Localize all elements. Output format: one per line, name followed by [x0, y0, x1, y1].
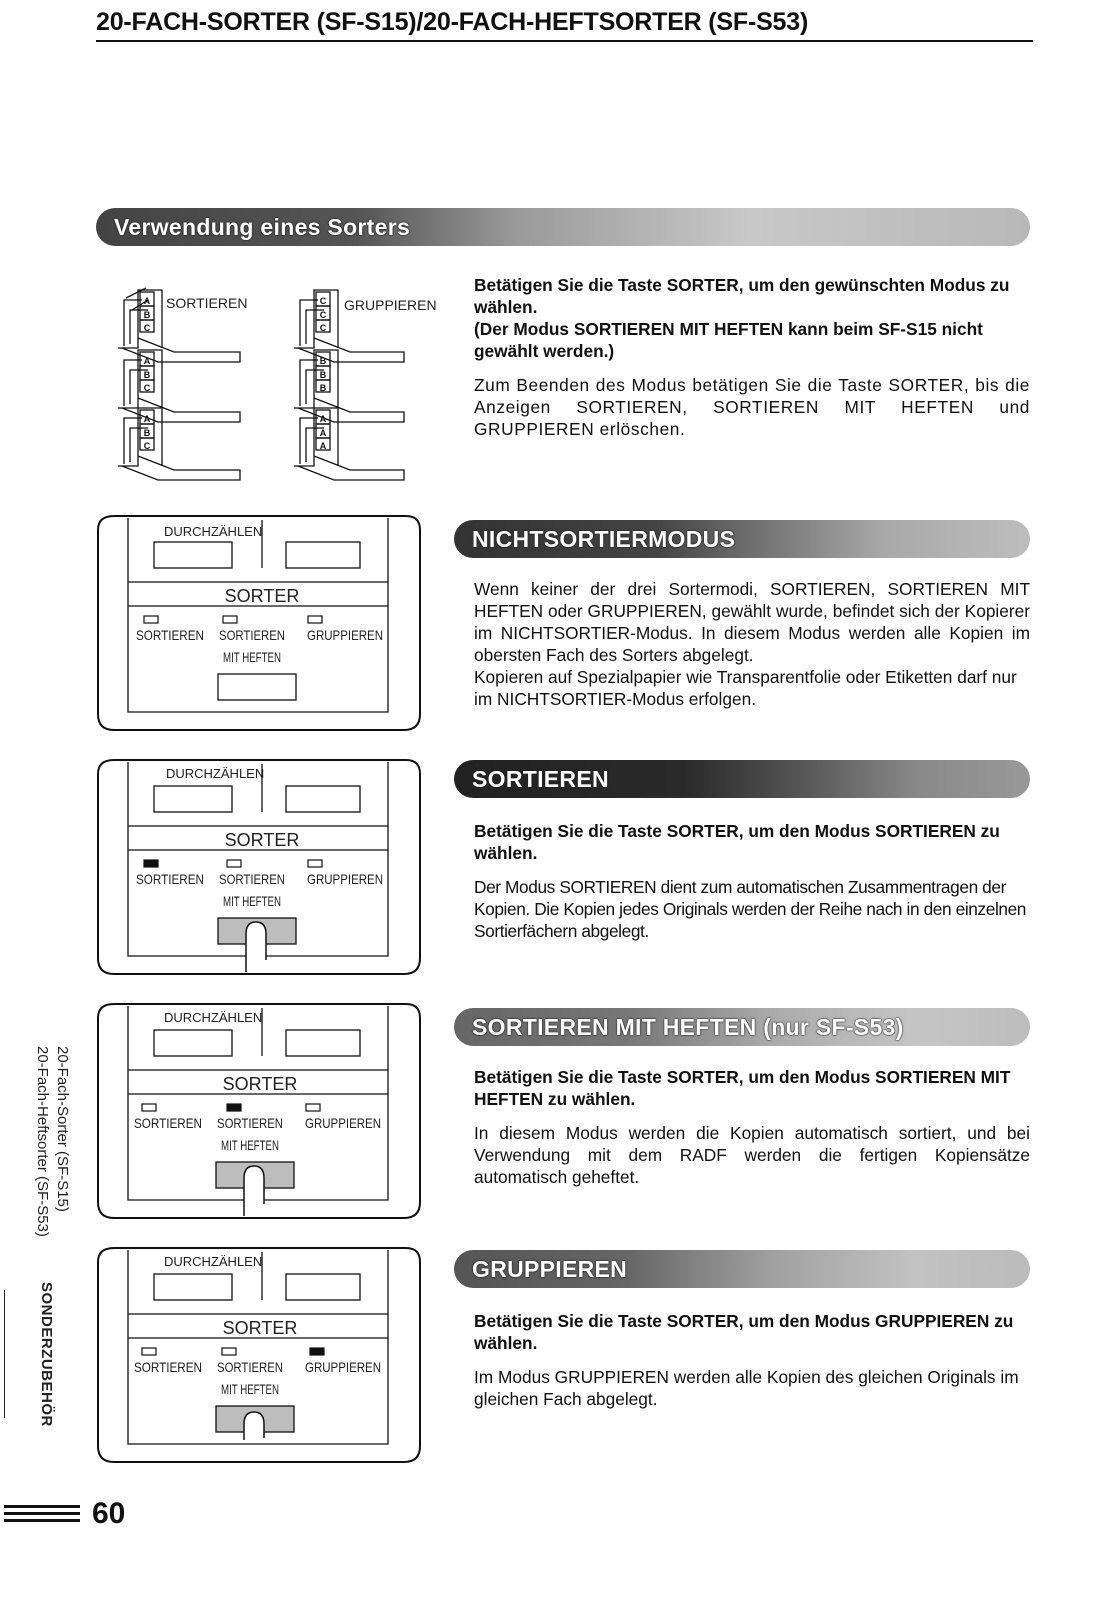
sort-mode-label: SORTIEREN [134, 1359, 202, 1375]
count-display-right [286, 1030, 360, 1056]
page-number-bars [4, 1505, 80, 1526]
tray-letter: C [143, 323, 151, 333]
sort-tray-stack-3 [118, 408, 240, 480]
group-indicator-off [308, 860, 322, 867]
count-display-right [286, 1274, 360, 1300]
staple-mode-label-1: SORTIEREN [217, 1115, 283, 1131]
staple-indicator-off [227, 860, 241, 867]
sort-indicator-on [144, 860, 158, 867]
tray-letter: A [143, 296, 151, 306]
sort-mode-label: SORTIEREN [136, 871, 204, 887]
section-banner-sort [454, 760, 1030, 798]
staple-indicator-off [222, 1348, 236, 1355]
group-instruction: Betätigen Sie die Taste SORTER, um den Modus GRUPPIEREN zu wählen. [474, 1311, 1014, 1353]
side-chapter-label: SONDERZUBEHÖR [38, 1282, 55, 1427]
staple-instruction: Betätigen Sie die Taste SORTER, um den Modus SORTIEREN MIT HEFTEN zu wählen. [474, 1067, 1011, 1109]
section-heading-use: Verwendung eines Sorters [114, 213, 411, 240]
tray-letter: B [143, 428, 151, 438]
tray-letter: A [143, 356, 151, 366]
group-indicator-off [306, 1104, 320, 1111]
sort-text [474, 820, 1030, 942]
sorter-label: SORTER [222, 1318, 298, 1338]
tray-letter: A [143, 414, 151, 424]
section-banner-group [454, 1250, 1030, 1288]
page-title: 20-FACH-SORTER (SF-S15)/20-FACH-HEFTSORTER (SF-S53) [96, 8, 1033, 42]
page-number: 60 [92, 1497, 126, 1530]
group-mode-label: GRUPPIEREN [305, 1359, 381, 1375]
tray-letter: B [319, 383, 327, 393]
sorter-label: SORTER [222, 1074, 298, 1094]
sort-instruction: Betätigen Sie die Taste SORTER, um den Modus SORTIEREN zu wählen. [474, 821, 1000, 863]
tray-letter: C [319, 323, 327, 333]
sorter-key[interactable] [218, 674, 296, 700]
staple-mode-label-2: MIT HEFTEN [221, 1381, 279, 1397]
side-chapter-title [32, 1046, 72, 1237]
section-heading-nonsort: NICHTSORTIERMODUS [472, 525, 736, 552]
sorter-label: SORTER [224, 830, 300, 850]
tray-letter: B [143, 370, 151, 380]
section-banner-use [96, 208, 1030, 246]
count-label: DURCHZÄHLEN [164, 1010, 263, 1025]
sort-body: Der Modus SORTIEREN dient zum automatischen Zusammentragen der Kopien. Die Kopien jedes Originals werden der Reihe nach in den einzelnen Sortierfächern abgelegt. [474, 877, 1027, 941]
use-exit-note: Zum Beenden des Modus betätigen Sie die Taste SORTER, bis die Anzeigen SORTIEREN, SORTIEREN MIT HEFTEN und GRUPPIEREN erlöschen. [474, 375, 1030, 439]
nonsort-special-paper: Kopieren auf Spezialpapier wie Transparentfolie oder Etiketten darf nur im NICHTSORTIER-Modus erfolgen. [474, 667, 1017, 709]
group-text [474, 1310, 1030, 1410]
staple-body: In diesem Modus werden die Kopien automatisch sortiert, und bei Verwendung mit dem RADF werden die fertigen Kopiensätze automatisch geheftet. [474, 1123, 1030, 1187]
sort-mode-label: SORTIEREN [134, 1115, 202, 1131]
pressing-finger-icon [246, 922, 266, 972]
tray-letter: B [319, 370, 327, 380]
tray-letter: A [319, 414, 327, 424]
group-mode-label: GRUPPIEREN [307, 871, 383, 887]
staple-mode-label-1: SORTIEREN [219, 871, 285, 887]
tray-letter: B [319, 356, 327, 366]
nonsort-text [474, 578, 1030, 710]
staple-text [474, 1066, 1030, 1188]
count-display-left [154, 542, 232, 568]
tray-letter: C [319, 310, 327, 320]
count-display-right [286, 542, 360, 568]
use-instruction-note: (Der Modus SORTIEREN MIT HEFTEN kann beim SF-S15 nicht gewählt werden.) [474, 319, 983, 361]
count-label: DURCHZÄHLEN [164, 1254, 263, 1269]
count-label: DURCHZÄHLEN [164, 524, 263, 539]
tray-letter: C [319, 296, 327, 306]
count-display-left [154, 1274, 232, 1300]
group-tray-stack-2 [294, 350, 404, 422]
tray-letter: C [143, 441, 151, 451]
side-title-line-2: 20-Fach-Heftsorter (SF-S53) [34, 1046, 51, 1237]
staple-mode-label-1: SORTIEREN [219, 627, 285, 643]
sort-indicator-off [142, 1104, 156, 1111]
staple-indicator-off [223, 616, 237, 623]
control-panel-sort [94, 756, 426, 980]
side-divider [4, 1290, 5, 1418]
staple-mode-label-2: MIT HEFTEN [223, 893, 281, 909]
sort-tray-stack-2 [118, 350, 240, 422]
sorter-label: SORTER [224, 586, 300, 606]
side-title-line-1: 20-Fach-Sorter (SF-S15) [54, 1046, 71, 1212]
count-display-left [154, 786, 232, 812]
group-indicator-on [310, 1348, 324, 1355]
staple-mode-label-2: MIT HEFTEN [223, 649, 281, 665]
group-body: Im Modus GRUPPIEREN werden alle Kopien des gleichen Originals im gleichen Fach abgelegt. [474, 1367, 1019, 1409]
section-heading-group: GRUPPIEREN [472, 1255, 628, 1282]
tray-letter: A [319, 428, 327, 438]
control-panel-nonsort [94, 512, 426, 736]
group-illustration-label: GRUPPIEREN [344, 297, 437, 313]
section-heading-staple: SORTIEREN MIT HEFTEN (nur SF-S53) [472, 1013, 904, 1040]
tray-letter: C [143, 383, 151, 393]
control-panel-group [94, 1244, 426, 1468]
nonsort-body: Wenn keiner der drei Sortermodi, SORTIEREN, SORTIEREN MIT HEFTEN oder GRUPPIEREN, gewählt wurde, befindet sich der Kopierer im NICHTSORTIER-Modus. In diesem Modus werden alle Kopien im obersten Fach des Sorters abgelegt. [474, 579, 1030, 665]
section-heading-sort: SORTIEREN [472, 765, 609, 792]
staple-mode-label-1: SORTIEREN [217, 1359, 283, 1375]
pressing-finger-icon [244, 1166, 264, 1216]
use-instruction: Betätigen Sie die Taste SORTER, um den gewünschten Modus zu wählen. [474, 275, 1010, 317]
group-indicator-off [308, 616, 322, 623]
pressing-finger-icon [244, 1412, 264, 1440]
group-mode-label: GRUPPIEREN [305, 1115, 381, 1131]
group-tray-stack-3 [294, 408, 404, 480]
control-panel-staple [94, 1000, 426, 1224]
group-mode-label: GRUPPIEREN [307, 627, 383, 643]
sort-indicator-off [144, 616, 158, 623]
section-banner-staple [454, 1008, 1030, 1046]
section-banner-nonsort [454, 520, 1030, 558]
count-display-right [286, 786, 360, 812]
staple-indicator-on [227, 1104, 241, 1111]
use-text [474, 274, 1030, 440]
sort-illustration-label: SORTIEREN [166, 295, 248, 311]
count-display-left [154, 1030, 232, 1056]
sort-mode-label: SORTIEREN [136, 627, 204, 643]
tray-letter: A [319, 441, 327, 451]
sort-indicator-off [142, 1348, 156, 1355]
staple-mode-label-2: MIT HEFTEN [221, 1137, 279, 1153]
tray-letter: B [143, 310, 151, 320]
count-label: DURCHZÄHLEN [166, 766, 265, 781]
